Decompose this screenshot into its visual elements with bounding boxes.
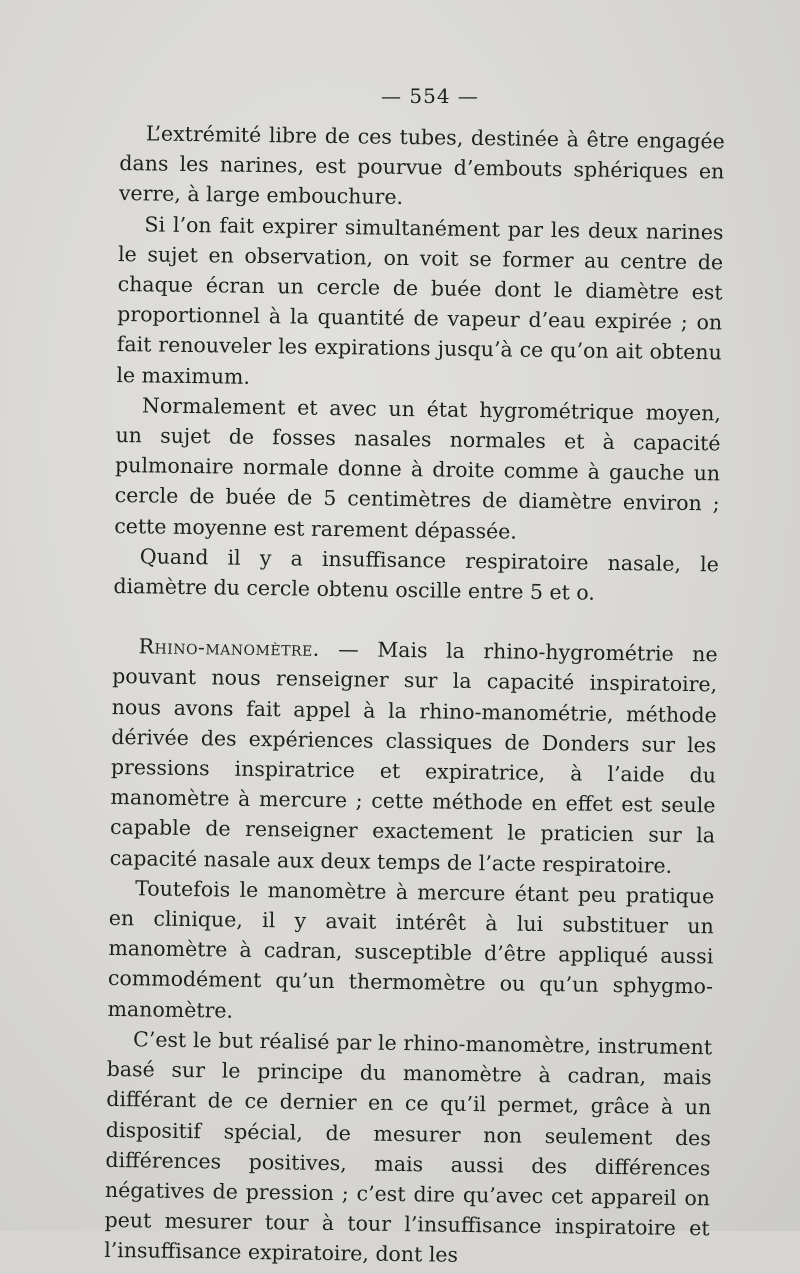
paragraph: Si l’on fait expirer simultanément par les deux narines le sujet en observation, on voit se former au centre de chaque écran un cercle de buée dont le diamètre est proportionnel à la quantité de vapeur d’eau expirée ; on fait renouveler les expirations jusqu’à ce qu’on ait obtenu le maximum. [116,211,724,389]
paragraph: Normalement et avec un état hygrométrique moyen, un sujet de fosses nasales normales et à capacité pulmonaire normale donne à droite comme à gauche un cercle de buée de 5 centimètres de diamètre environ ; cette moyenne est rarement dépassée. [114,393,722,544]
page-body [104,118,725,1274]
paragraph: Quand il y a insuffisance respiratoire nasale, le diamètre du cercle obtenu oscille entre 5 et o. [113,544,719,605]
section-text: — Mais la rhino-hygrométrie ne pouvant nous renseigner sur la capacité inspiratoire, nous avons fait appel à la rhino-manométrie, méthode dérivée des expériences classiques de Donders sur les pressions inspiratrice et expiratrice, à l’aide du manomètre à mercure ; cette méthode en effet est seule capable de renseigner exactement le praticien sur la capacité nasale aux deux temps de l’acte respiratoire. [109,637,718,878]
section-paragraph [109,631,717,881]
paragraph: Toutefois le manomètre à mercure étant peu pratique en clinique, il y avait intérêt à lui substituer un manomètre à cadran, susceptible d’être appliqué aussi commodément qu’un thermomètre ou qu’un sphygmo-manomètre. [107,876,715,1023]
paragraph: L’extrémité libre de ces tubes, destinée à être engagée dans les narines, est pourvue d’embouts sphériques en verre, à large embouchure. [118,121,725,210]
section-heading: Rhino-manomètre. [138,634,320,662]
paragraph: C’est le but réalisé par le rhino-manomètre, instrument basé sur le principe du manomètre à cadran, mais différant de ce dernier en ce qu’il permet, grâce à un dispositif spécial, de mesurer non seulement des différences positives, mais aussi des différences négatives de pression ; c’est dire qu’avec cet appareil on peut mesurer tour à tour l’insuffisance inspiratoire et l’insuffisance expiratoire, dont les [104,1027,713,1268]
page-number: — 554 — [381,84,479,108]
